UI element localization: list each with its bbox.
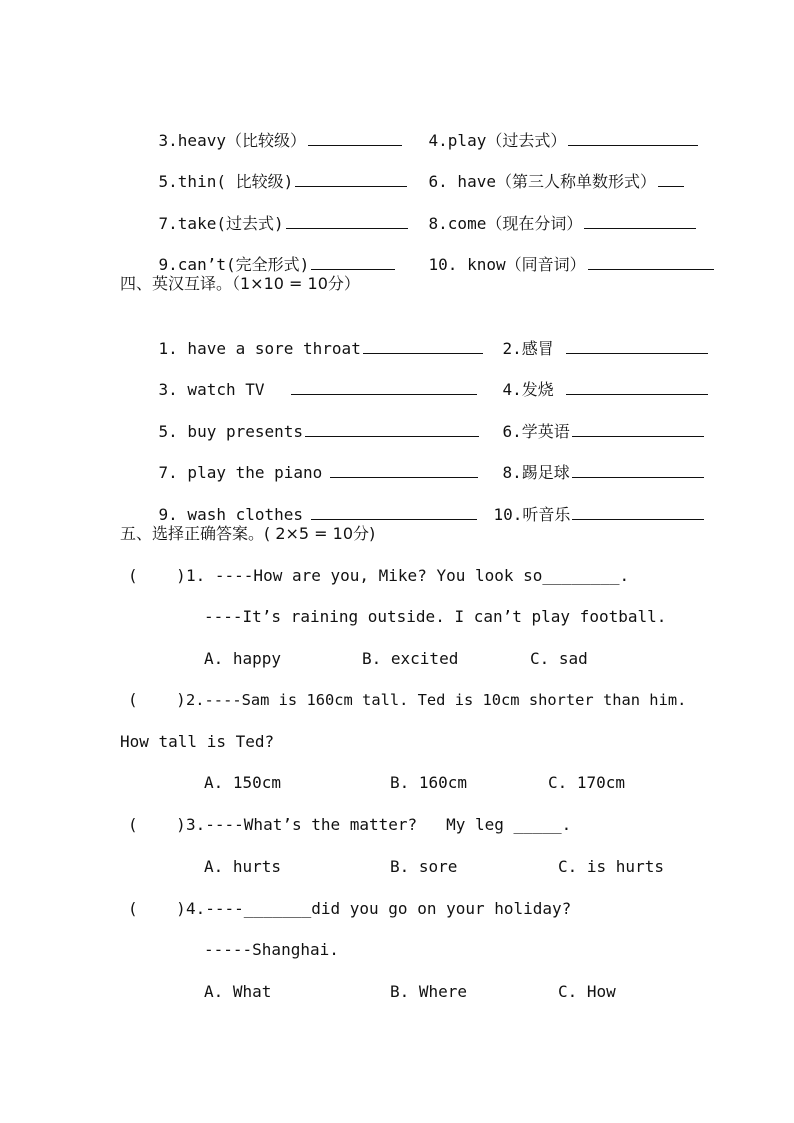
question-text: How tall is Ted? [120,732,275,751]
word-form-item: 9.can’t(完全形式) [158,255,310,274]
translation-item: 3. watch TV [158,380,265,399]
word-form-row [390,190,696,233]
answer-parentheses: ( ) [128,566,186,585]
answer-blank [658,170,684,187]
translation-row [120,398,479,441]
answer-blank [566,337,708,354]
word-form-row [120,107,402,150]
answer-blank [330,461,478,478]
translation-item: 5. buy presents [158,422,304,441]
word-form-item: 7.take(过去式) [158,214,284,233]
word-form-item: 5.thin( 比较级) [158,172,294,191]
option-c: C. sad [530,649,588,668]
question-text: -----Shanghai. [204,940,339,959]
answer-blank [311,503,477,520]
word-form-item: 8.come（现在分词） [428,214,583,233]
translation-item: 8.踢足球 [502,463,570,482]
question-text: 2.----Sam is 160cm tall. Ted is 10cm shorter than him. [186,691,687,709]
question-text: ----It’s raining outside. I can’t play football. [204,607,667,626]
answer-parentheses: ( ) [128,899,186,918]
option-a: A. happy [204,649,282,668]
translation-row [455,481,704,524]
option-b: B. 160cm [390,773,468,792]
answer-blank [572,503,704,520]
question-text: 1. ----How are you, Mike? You look so________. [186,566,630,585]
translation-row [464,356,708,399]
word-form-row [120,190,408,233]
word-form-row [120,231,395,274]
option-b: B. Where [390,982,468,1001]
answer-blank [311,253,395,270]
option-a: A. hurts [204,857,282,876]
answer-blank [584,212,696,229]
word-form-row [390,107,698,150]
answer-blank [291,378,477,395]
question-text: 4.----_______did you go on your holiday? [186,899,572,918]
word-form-item: 6. have（第三人称单数形式） [428,172,656,191]
option-c: C. How [558,982,616,1001]
answer-blank [572,420,704,437]
answer-parentheses: ( ) [128,690,186,709]
answer-blank [588,253,714,270]
section-heading: 四、英汉互译。（1×10 = 10分） [120,274,360,293]
word-form-row [390,231,714,274]
option-c: C. 170cm [548,773,626,792]
translation-item: 7. play the piano [158,463,323,482]
question-text: 3.----What’s the matter? My leg _____. [186,815,572,834]
translation-item: 10.听音乐 [493,505,571,524]
word-form-row [120,148,407,191]
answer-parentheses: ( ) [128,815,186,834]
translation-item: 2.感冒 [502,339,554,358]
translation-row [464,315,708,358]
answer-blank [572,461,704,478]
answer-blank [308,129,402,146]
word-form-item: 3.heavy（比较级） [158,131,306,150]
option-b: B. sore [390,857,458,876]
translation-row [464,398,704,441]
answer-blank [568,129,698,146]
translation-row [464,439,704,482]
answer-blank [566,378,708,395]
word-form-item: 10. know（同音词） [428,255,586,274]
translation-item: 9. wash clothes [158,505,304,524]
translation-item: 6.学英语 [502,422,570,441]
translation-item: 4.发烧 [502,380,554,399]
word-form-item: 4.play（过去式） [428,131,567,150]
section-heading: 五、选择正确答案。( 2×5 = 10分) [120,524,376,543]
translation-row [120,439,478,482]
word-form-row [390,148,684,191]
translation-item: 1. have a sore throat [158,339,361,358]
option-a: A. What [204,982,272,1001]
translation-row [120,481,477,524]
option-a: A. 150cm [204,773,282,792]
answer-blank [305,420,479,437]
option-c: C. is hurts [558,857,664,876]
translation-row [120,315,483,358]
option-b: B. excited [362,649,459,668]
translation-row [120,356,477,399]
